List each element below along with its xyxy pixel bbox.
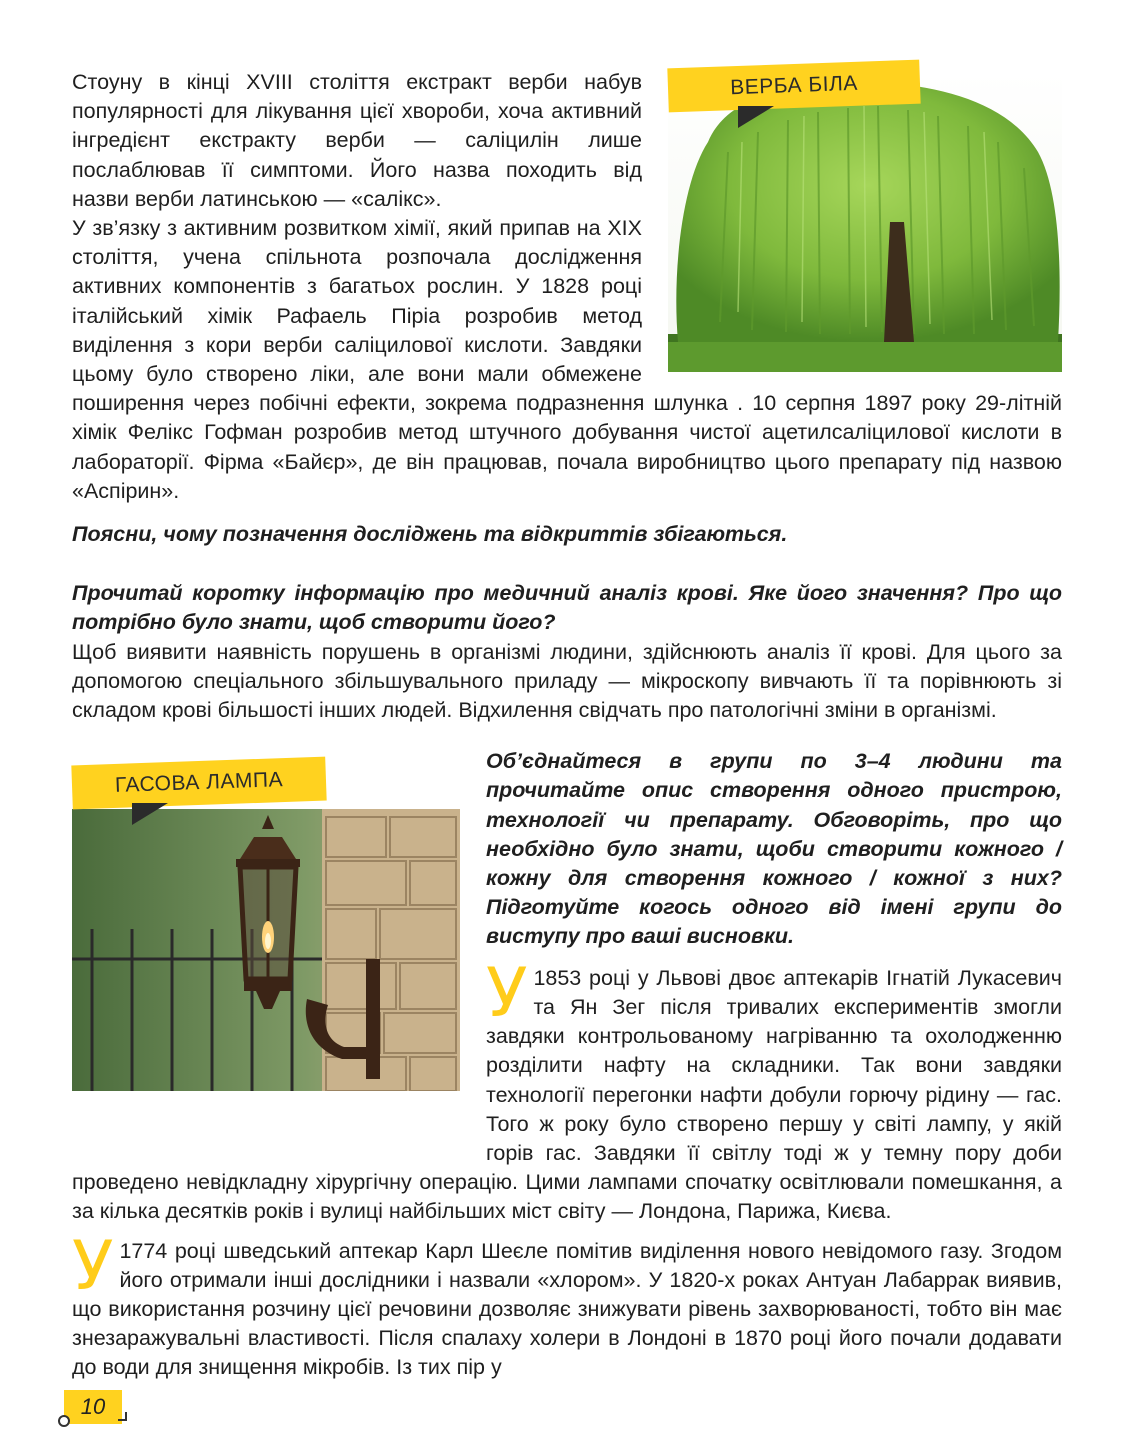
paragraph-kerosene-text: 1853 році у Львові двоє аптекарів Ігнатій Лукасевич та Ян Зег після тривалих експериментів змогли завдяки контрольованому нагріванню та охолодженню розділити нафту на складники. Так вони завдяки технології перегонки нафти добули горючу рідину — гас. Того ж року було створено першу у світі лампу, у якій горів гас. Завдяки її світлу тоді ж у темну пору доби проведено невідкладну хірургічну операцію. Цими лампами спочатку освітлювали помешкання, а за кілька десятків років і вулиці найбільших міст світу — Лондона, Парижа, Києва. (72, 965, 1062, 1224)
dropcap-kerosene: У (486, 953, 528, 1033)
task-group-work: Об’єднайтеся в групи по 3–4 людини та прочитайте опис створення одного пристрою, технології чи препарату. Обговоріть, про що необхідно було знати, щоби створити кожного / кожну для створення кожного / кожної з них? Підготуйте когось одного від імені групи до виступу про ваші висновки. (486, 749, 1062, 949)
paragraph-willow-intro: Стоуну в кінці XVIII століття екстракт верби набув популярності для лікування цієї хвороби, хоча активний інгредієнт екстракту верби — саліцилін лише послаблював її симптоми. Його назва походить від назви верби латинською — «салікс». (72, 70, 642, 211)
willow-tree-image (668, 72, 1062, 372)
task-blood-analysis: Прочитай коротку інформацію про медичний аналіз крові. Яке його значення? Про що потрібно було знати, щоб створити його? (72, 581, 1062, 635)
corner-dot-decoration (58, 1415, 70, 1427)
willow-caption-tail (738, 106, 774, 128)
paragraph-blood-analysis: Щоб виявити наявність порушень в організмі людини, здійснюють аналіз її крові. Для цього за допомогою спеціального збільшувального приладу — мікроскопу вивчають її та порівнюють зі складом крові більшості інших людей. Відхилення свідчать про патологічні зміни в організмі. (72, 639, 1062, 723)
corner-tick-decoration (118, 1412, 127, 1421)
page-number: 10 (64, 1390, 122, 1424)
lamp-figure (72, 755, 460, 1135)
page-content (72, 68, 1062, 1383)
willow-caption: ВЕРБА БІЛА (667, 60, 920, 113)
dropcap-chlorine: У (72, 1226, 114, 1306)
willow-figure (668, 72, 1062, 372)
gas-lamp-image (72, 809, 460, 1091)
lamp-caption: ГАСОВА ЛАМПА (71, 757, 326, 810)
paragraph-salicylic-acid: У зв’язку з активним розвитком хімії, який припав на XIX століття, учена спільнота розпочала дослідження активних компонентів з багатьох рослин. У 1828 році італійський хімік Рафаель Піріа розробив метод виділення з кори верби саліцилової кислоти. Завдяки цьому було створено ліки, але вони мали обмежене поширення через побічні ефекти, зокрема подразнення шлунка . 10 серпня 1897 року 29-літній хімік Фелікс Гофман розробив метод штучного добування чистої ацетилсаліцилової кислоти в лабораторії. Фірма «Байєр», де він працював, почала виробництво цього препарату під назвою «Аспірин». (72, 216, 1062, 503)
paragraph-chlorine (72, 1226, 1062, 1383)
task-explain-dates: Поясни, чому позначення досліджень та відкриттів збігаються. (72, 522, 788, 547)
paragraph-chlorine-text: 1774 році шведський аптекар Карл Шеєле помітив виділення нового невідомого газу. Згодом його отримали інші дослідники і назвали «хлором». У 1820-х роках Антуан Лабаррак виявив, що використання розчину цієї речовини дозволяє знижувати рівень захворюваності, тобто він має знезаражувальні властивості. Після спалаху холери в Лондоні в 1870 році його почали додавати до води для знищення мікробів. Із тих пір у (72, 1238, 1062, 1380)
lamp-caption-tail (132, 803, 168, 825)
